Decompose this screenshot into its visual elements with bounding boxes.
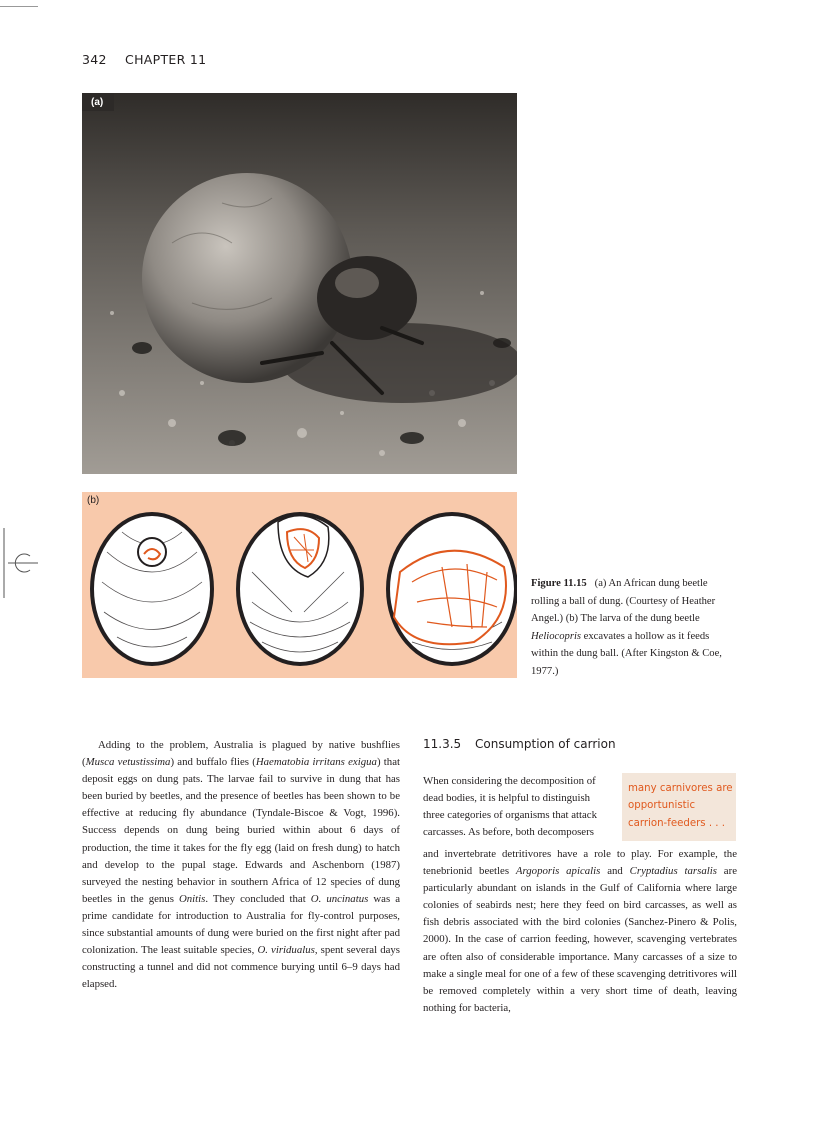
intro-text: When considering the decomposition of dead bodies, it is helpful to distinguish three categories of organisms that attack carcasses. As before, both decomposers: [423, 775, 597, 839]
text-run: ) that deposit eggs on dung pats. The larvae fail to survive in dung that has been buried by beetles, and the presence of beetles has been shown to be effective at reducing fly abundance (Tyndale-Biscoe & Vogt, 1996). Success depends on dung being buried within about 6 days of production, the time it takes for the fly egg (laid on fresh dung) to hatch and develop to the pupal stage. Edwards and Aschenborn (1987) surveyed the nesting behavior in southern Africa of 12 species of dung beetles in the genus: [82, 756, 400, 905]
text-run: was a prime candidate for introduction to Australia for fly-control purposes, since substantial amounts of dung were buried on the first night after pad colonization. The least suitable species,: [82, 892, 400, 957]
running-header: [82, 52, 206, 67]
text-run: , spent several days constructing a tunnel and did not commence burying until 6–9 days had elapsed.: [82, 944, 400, 991]
text-run: and: [600, 865, 630, 878]
text-run: and invertebrate detritivores have a role to play. For example, the tenebrionid beetles: [423, 848, 737, 878]
text-run: . They concluded that: [205, 892, 311, 905]
figure-photo-dung-beetle: [82, 93, 517, 474]
left-column: [82, 737, 400, 993]
text-run: are particularly abundant on islands in the Gulf of California where large colonies of seabirds nest; here they feed on bird carcasses, as well as fish debris associated with the bird colonies (Sanchez-Pinero & Polis, 2000). In the case of carrion feeding, however, scavenging vertebrates are often also of considerable importance. Many carcasses of a size to make a single meal for one of a few of these scavenging detritivores will be removed completely within a very short time of death, leaving nothing for bacteria,: [423, 865, 737, 1014]
registration-mark: [0, 528, 40, 598]
dung-beetle-illustration: [82, 93, 517, 474]
species-name: Argoporis apicalis: [515, 865, 601, 878]
species-name: Haematobia irritans exigua: [255, 756, 377, 769]
crop-mark: [0, 0, 38, 7]
caption-text-2: excavates a hollow as it feeds within the dung ball. (After Kingston & Coe, 1977.): [531, 630, 722, 677]
caption-label: Figure 11.15: [531, 578, 587, 589]
panel-a-label: (a): [91, 97, 104, 108]
species-name: Cryptadius tarsalis: [629, 865, 717, 878]
section-heading: [423, 737, 616, 751]
section-title: Consumption of carrion: [475, 737, 616, 751]
margin-note: [622, 773, 736, 841]
species-name: Musca vetustissima: [85, 756, 171, 769]
caption-text-1: (a) An African dung beetle rolling a ball of dung. (Courtesy of Heather Angel.) (b) The larva of the dung beetle: [531, 578, 716, 624]
text-run: Adding to the problem, Australia is plagued by native bushflies (: [82, 739, 400, 769]
chapter-label: CHAPTER 11: [125, 52, 207, 67]
larva-in-dung-ball-drawings: [82, 492, 517, 678]
page-number: 342: [82, 52, 107, 67]
genus-name: Onitis: [178, 892, 206, 905]
text-run: ) and buffalo flies (: [170, 756, 256, 769]
body-paragraph: [423, 846, 737, 1017]
figure-caption: [531, 575, 736, 680]
body-paragraph: [82, 737, 400, 993]
right-column: [423, 846, 737, 1017]
panel-b-label: (b): [87, 495, 100, 506]
caption-italic: Heliocopris: [531, 630, 582, 642]
margin-note-text: many carnivores are opportunistic carrion-feeders . . .: [628, 783, 733, 829]
species-name: O. uncinatus: [310, 892, 369, 905]
species-name: O. viridualus: [257, 944, 315, 957]
figure-panel-larva-diagrams: [82, 492, 517, 678]
section-number: 11.3.5: [423, 737, 462, 751]
right-column-intro: [423, 773, 613, 841]
